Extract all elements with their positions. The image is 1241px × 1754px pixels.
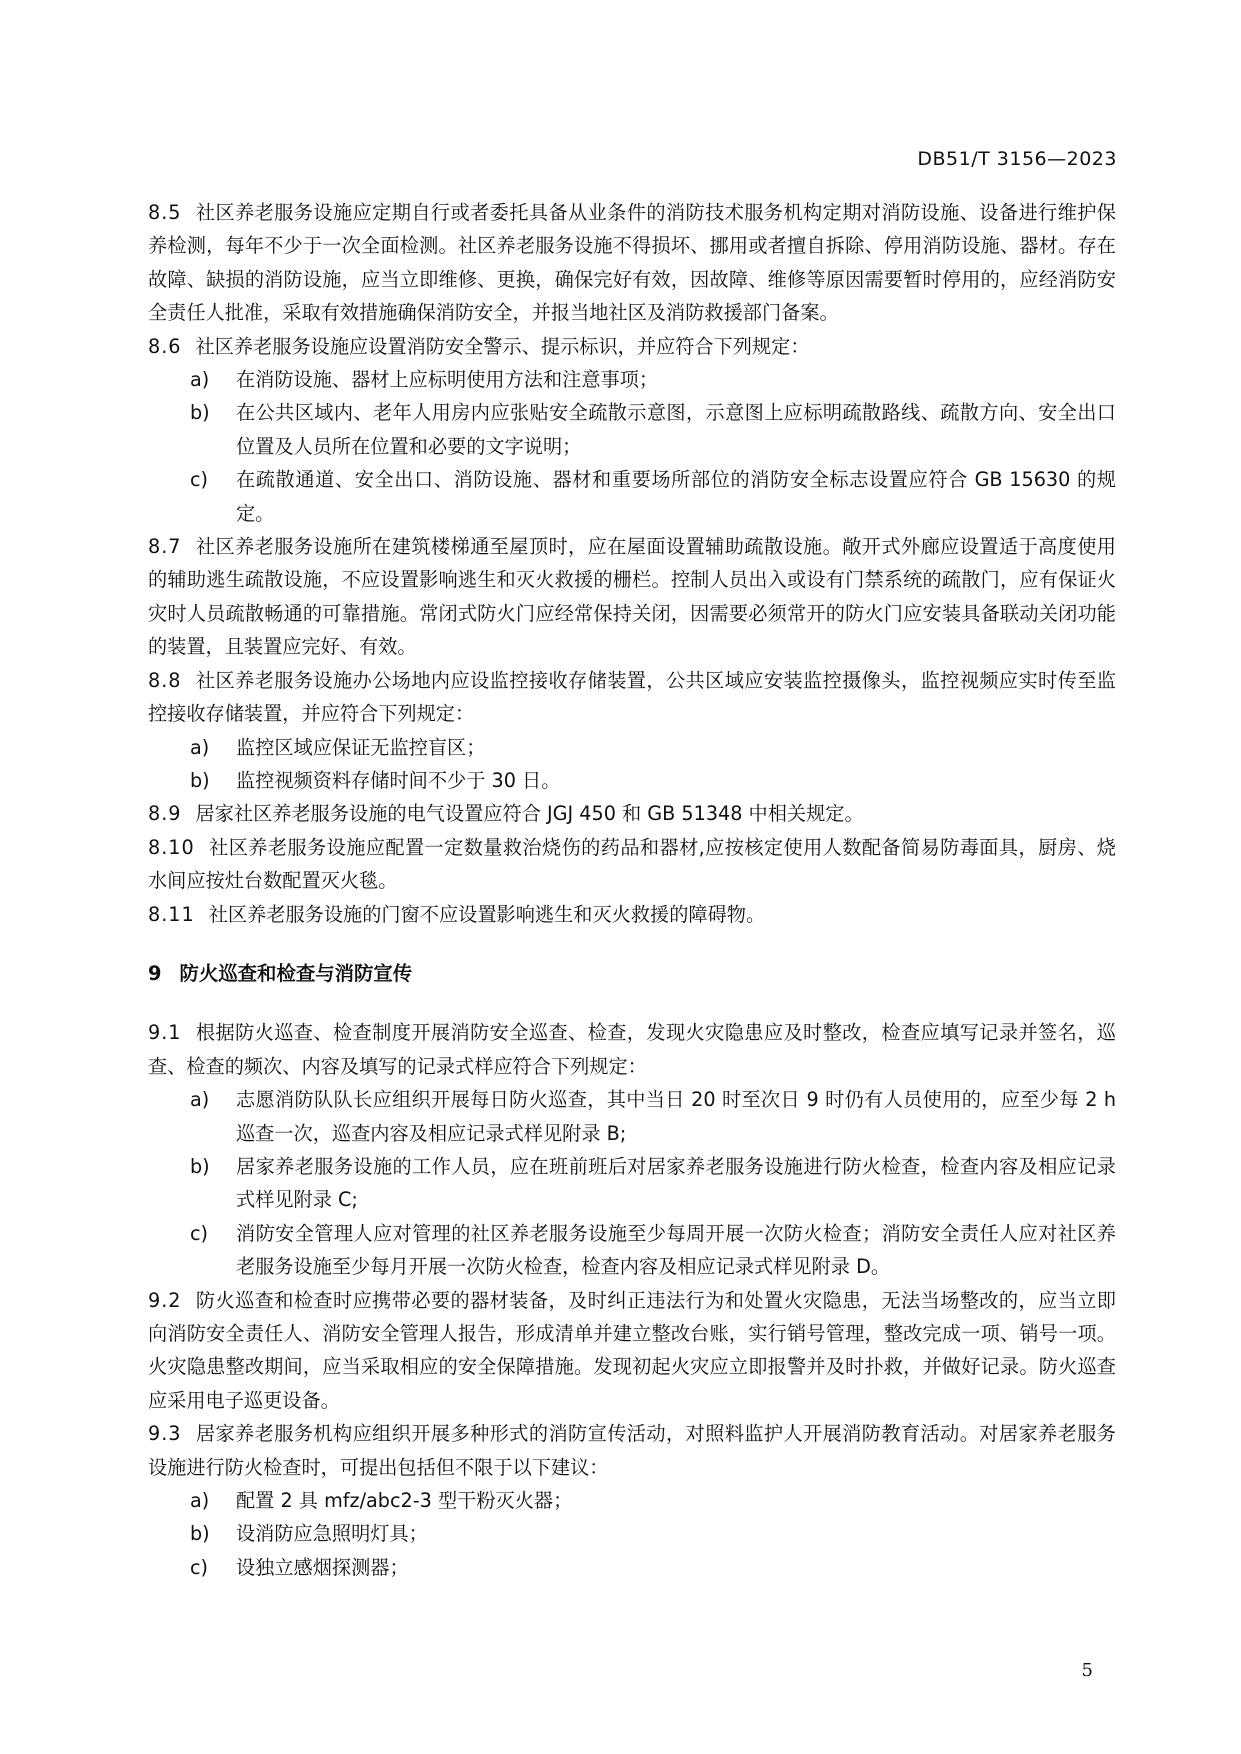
clause-text: 社区养老服务设施的门窗不应设置影响逃生和灭火救援的障碍物。 bbox=[208, 902, 766, 926]
list-item bbox=[148, 1217, 1116, 1284]
section-title: 防火巡查和检查与消防宣传 bbox=[179, 961, 413, 985]
list-item-text: 监控视频资料存储时间不少于 30 日。 bbox=[236, 768, 561, 792]
list-marker: c) bbox=[190, 1221, 209, 1245]
list-item bbox=[148, 1551, 1116, 1584]
clause-text: 社区养老服务设施应定期自行或者委托具备从业条件的消防技术服务机构定期对消防设施、设备进行维护保养检测，每年不少于一次全面检测。社区养老服务设施不得损坏、挪用或者擅自拆除、停用消防设施、器材。存在故障、缺损的消防设施，应当立即维修、更换，确保完好有效，因故障、维修等原因需要暂时停用的，应经消防安全责任人批准，采取有效措施确保消防安全，并报当地社区及消防救援部门备案。 bbox=[148, 201, 1116, 325]
clauses-chapter-9 bbox=[148, 1016, 1116, 1584]
clause-text: 社区养老服务设施办公场地内应设监控接收存储装置，公共区域应安装监控摄像头，监控视频应实时传至监控接收存储装置，并应符合下列规定： bbox=[148, 668, 1116, 726]
clause-number: 8.10 bbox=[148, 835, 195, 859]
list-item bbox=[148, 1484, 1116, 1517]
clause-8-5 bbox=[148, 196, 1116, 330]
list-marker: b) bbox=[190, 401, 210, 425]
list-item bbox=[148, 463, 1116, 530]
list-item bbox=[148, 396, 1116, 463]
list-marker: b) bbox=[190, 1522, 210, 1546]
list-item-text: 志愿消防队队长应组织开展每日防火巡查，其中当日 20 时至次日 9 时仍有人员使用的，应至少每 2 h 巡查一次，巡查内容及相应记录式样见附录 B; bbox=[236, 1088, 1116, 1145]
clause-9-3 bbox=[148, 1417, 1116, 1484]
document-body bbox=[148, 196, 1116, 1584]
list-item-text: 在消防设施、器材上应标明使用方法和注意事项； bbox=[236, 368, 659, 392]
list-item-text: 在疏散通道、安全出口、消防设施、器材和重要场所部位的消防安全标志设置应符合 GB 15630 的规定。 bbox=[236, 468, 1116, 525]
clause-number: 8.5 bbox=[148, 201, 182, 224]
clause-text: 居家社区养老服务设施的电气设置应符合 JGJ 450 和 GB 51348 中相关规定。 bbox=[195, 802, 864, 826]
clause-number: 8.11 bbox=[148, 902, 195, 926]
clause-text: 根据防火巡查、检查制度开展消防安全巡查、检查，发现火灾隐患应及时整改，检查应填写记录并签名，巡查、检查的频次、内容及填写的记录式样应符合下列规定： bbox=[148, 1021, 1116, 1078]
list-item bbox=[148, 1517, 1116, 1550]
clause-text: 社区养老服务设施应配置一定数量救治烧伤的药品和器材,应按核定使用人数配备简易防毒面具，厨房、烧水间应按灶台数配置灭火毯。 bbox=[148, 835, 1116, 893]
clause-8-7 bbox=[148, 530, 1116, 664]
list-item-text: 监控区域应保证无监控盲区； bbox=[236, 735, 486, 759]
list-item-text: 设消防应急照明灯具； bbox=[236, 1522, 428, 1546]
clause-text: 社区养老服务设施所在建筑楼梯通至屋顶时，应在屋面设置辅助疏散设施。敞开式外廊应设置适于高度使用的辅助逃生疏散设施，不应设置影响逃生和灭火救援的栅栏。控制人员出入或设有门禁系统的疏散门，应有保证火灾时人员疏散畅通的可靠措施。常闭式防火门应经常保持关闭，因需要必须常开的防火门应安装具备联动关闭功能的装置，且装置应完好、有效。 bbox=[148, 535, 1116, 659]
list-marker: c) bbox=[190, 468, 209, 492]
clause-number: 8.6 bbox=[148, 334, 182, 358]
clause-text: 防火巡查和检查时应携带必要的器材装备，及时纠正违法行为和处置火灾隐患，无法当场整改的，应当立即向消防安全责任人、消防安全管理人报告，形成清单并建立整改台账，实行销号管理，整改完成一项、销号一项。火灾隐患整改期间，应当采取相应的安全保障措施。发现初起火灾应立即报警并及时扑救，并做好记录。防火巡查应采用电子巡更设备。 bbox=[148, 1288, 1116, 1412]
clause-8-9 bbox=[148, 797, 1116, 830]
document-id: DB51/T 3156—2023 bbox=[917, 148, 1117, 170]
clause-9-2 bbox=[148, 1284, 1116, 1418]
section-number: 9 bbox=[148, 961, 162, 985]
list-item-text: 在公共区域内、老年人用房内应张贴安全疏散示意图，示意图上应标明疏散路线、疏散方向、安全出口位置及人员所在位置和必要的文字说明； bbox=[236, 401, 1116, 458]
list-item-text: 配置 2 具 mfz/abc2-3 型干粉灭火器； bbox=[236, 1489, 573, 1513]
clause-number: 9.3 bbox=[148, 1422, 182, 1446]
clause-8-11 bbox=[148, 898, 1116, 931]
list-item bbox=[148, 731, 1116, 764]
clause-text: 居家养老服务机构应组织开展多种形式的消防宣传活动，对照料监护人开展消防教育活动。对居家养老服务设施进行防火检查时，可提出包括但不限于以下建议： bbox=[148, 1422, 1116, 1479]
clause-number: 8.9 bbox=[148, 802, 182, 826]
list-marker: a) bbox=[190, 1088, 210, 1112]
clause-8-6 bbox=[148, 330, 1116, 363]
clause-8-10 bbox=[148, 831, 1116, 898]
list-item-text: 居家养老服务设施的工作人员，应在班前班后对居家养老服务设施进行防火检查，检查内容及相应记录式样见附录 C; bbox=[236, 1154, 1116, 1212]
list-item bbox=[148, 1083, 1116, 1150]
list-item-text: 设独立感烟探测器； bbox=[236, 1555, 409, 1579]
clause-number: 8.8 bbox=[148, 668, 182, 692]
list-marker: a) bbox=[190, 1489, 210, 1513]
clause-text: 社区养老服务设施应设置消防安全警示、提示标识，并应符合下列规定： bbox=[195, 334, 810, 358]
clause-number: 9.1 bbox=[148, 1021, 182, 1045]
clauses-chapter-8 bbox=[148, 196, 1116, 931]
list-item bbox=[148, 764, 1116, 797]
clause-9-1 bbox=[148, 1016, 1116, 1083]
list-item bbox=[148, 1150, 1116, 1217]
page-number: 5 bbox=[1081, 1660, 1093, 1681]
clause-8-8 bbox=[148, 664, 1116, 731]
list-item bbox=[148, 363, 1116, 396]
list-marker: b) bbox=[190, 1154, 210, 1178]
list-marker: a) bbox=[190, 735, 210, 759]
clause-number: 9.2 bbox=[148, 1288, 182, 1312]
list-marker: a) bbox=[190, 368, 210, 392]
section-heading bbox=[148, 957, 1116, 990]
clause-number: 8.7 bbox=[148, 535, 182, 559]
list-marker: b) bbox=[190, 768, 210, 792]
list-marker: c) bbox=[190, 1555, 209, 1579]
list-item-text: 消防安全管理人应对管理的社区养老服务设施至少每周开展一次防火检查；消防安全责任人应对社区养老服务设施至少每月开展一次防火检查，检查内容及相应记录式样见附录 D。 bbox=[236, 1221, 1116, 1279]
